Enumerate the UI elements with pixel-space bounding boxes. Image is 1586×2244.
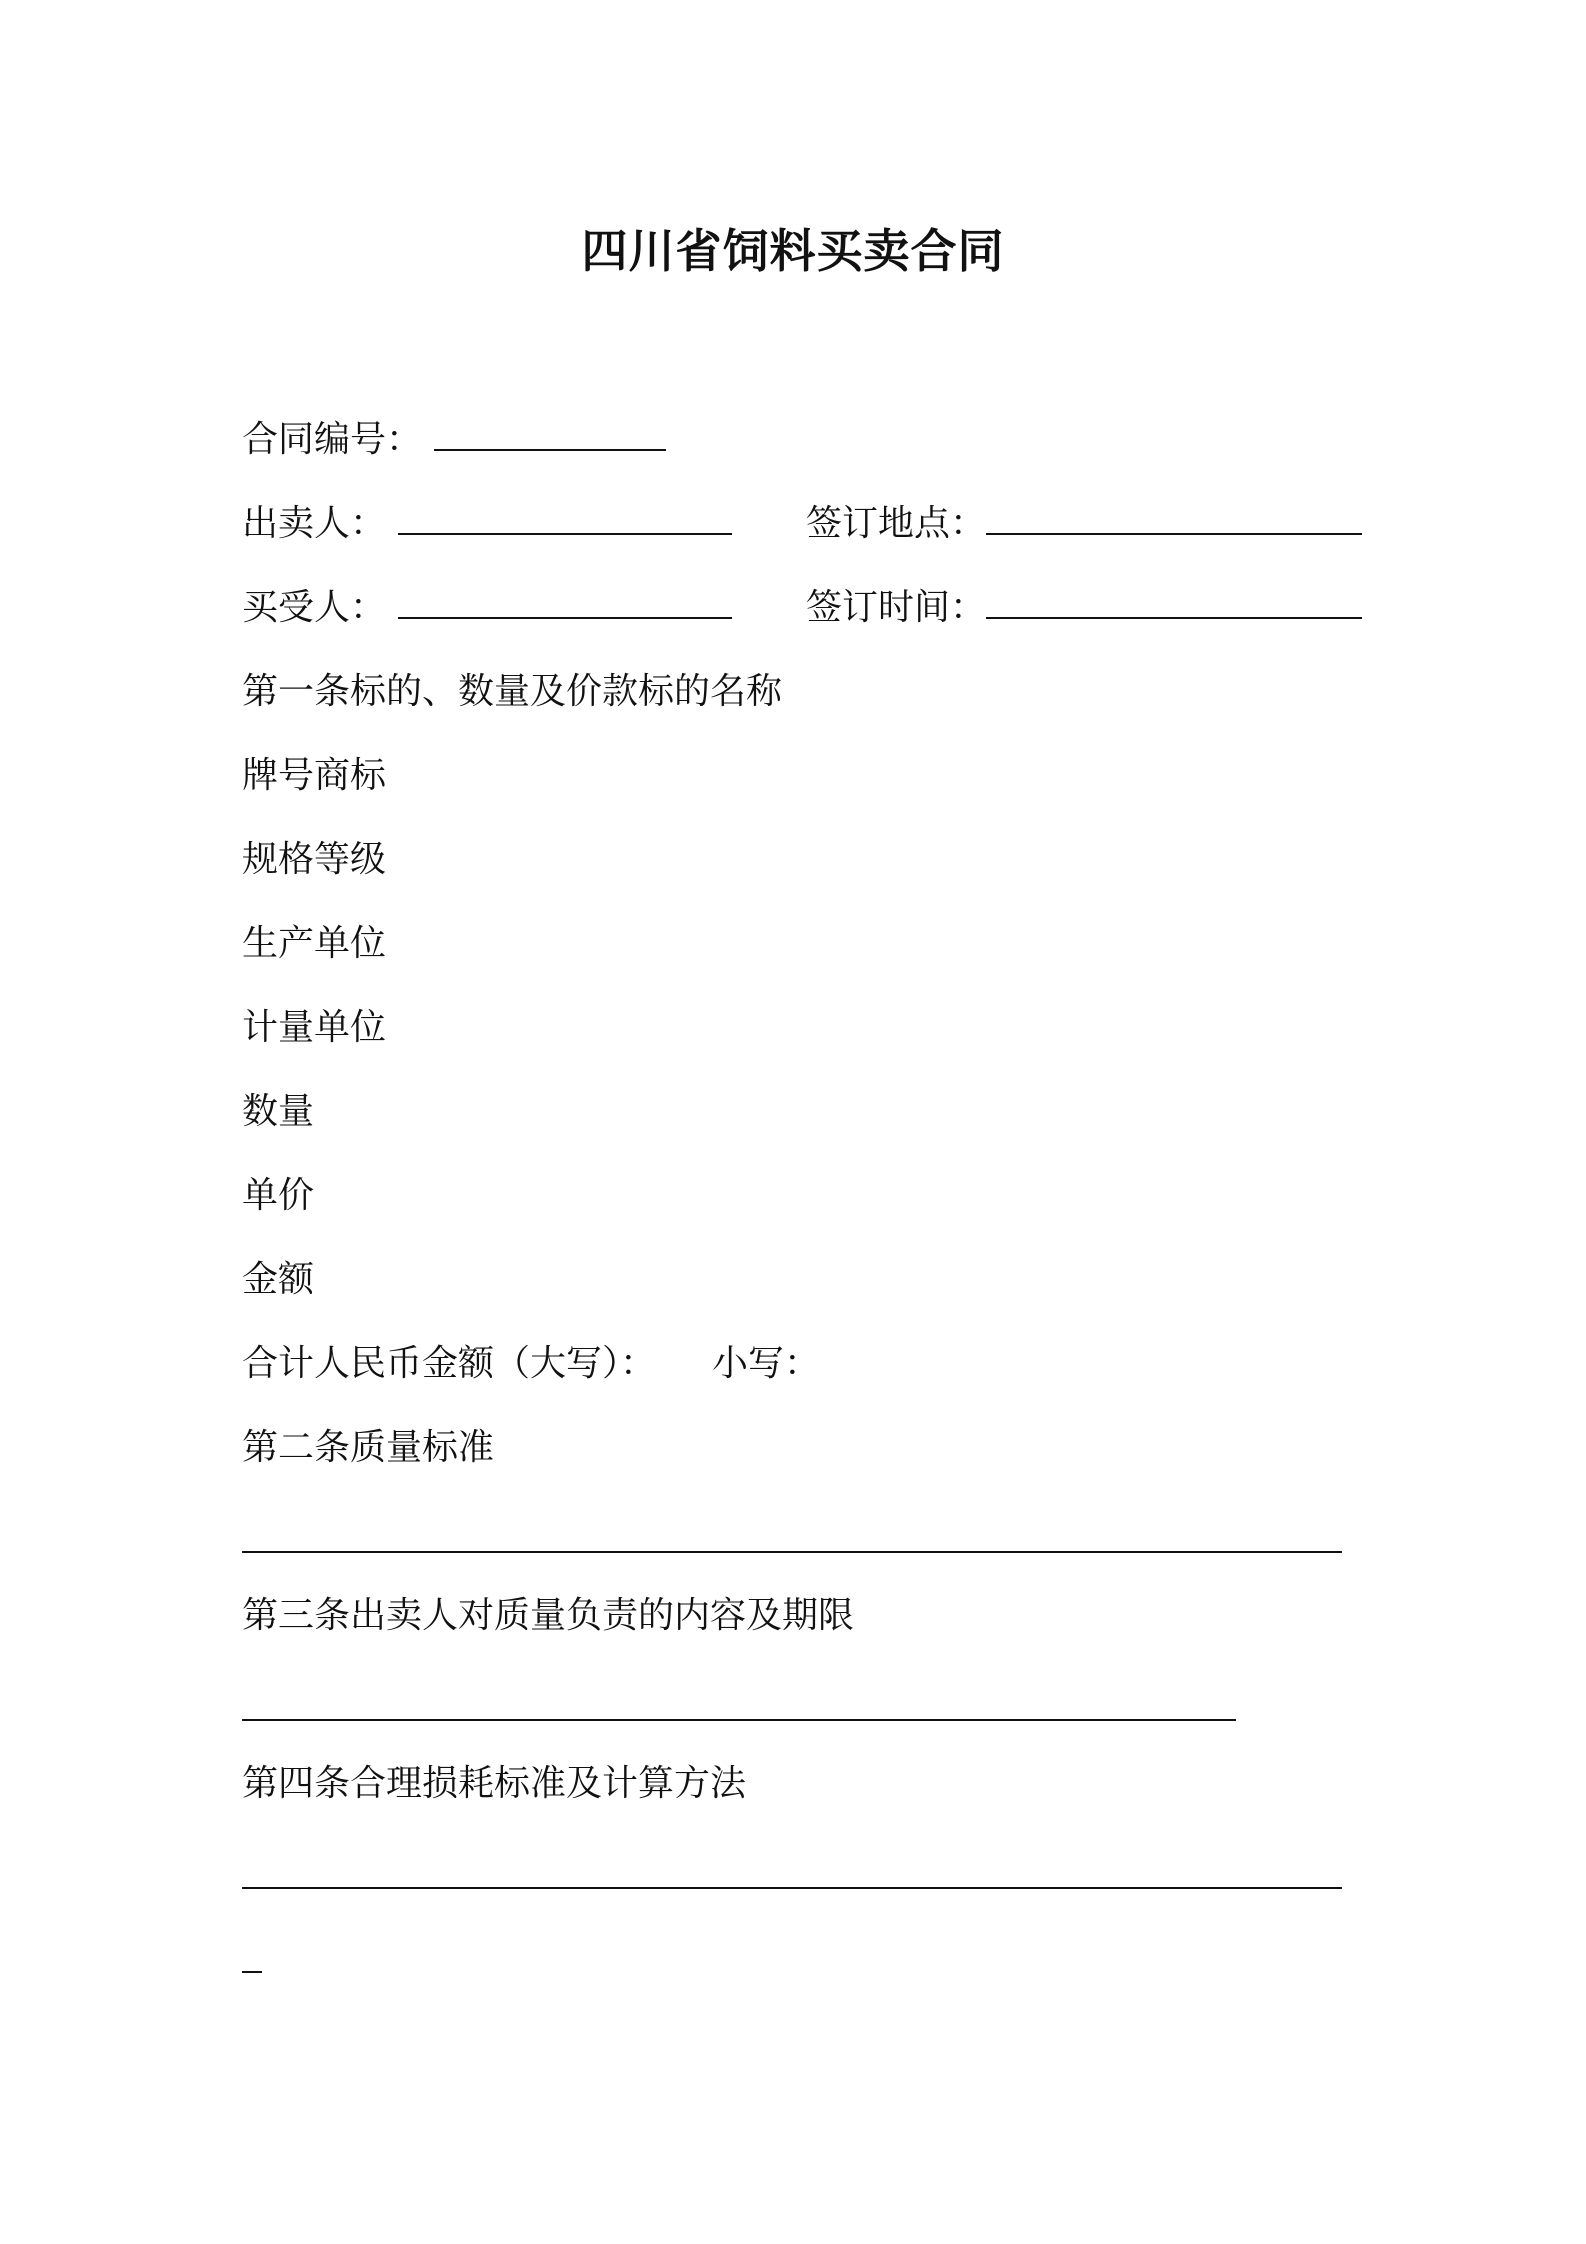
article-3-blank-line[interactable] <box>242 1719 1236 1721</box>
sign-place-row <box>806 502 1362 546</box>
field-unit-price: 单价 <box>242 1175 315 1216</box>
sign-time-row <box>806 586 1362 630</box>
field-amount: 金额 <box>242 1259 315 1300</box>
field-brand: 牌号商标 <box>242 755 387 796</box>
contract-number-row <box>242 418 666 462</box>
field-spec-grade: 规格等级 <box>242 839 387 880</box>
field-unit: 计量单位 <box>242 1007 387 1048</box>
sign-time-label: 签订时间： <box>806 587 987 628</box>
seller-row <box>242 502 732 546</box>
article-4-blank-line-continued[interactable] <box>242 1971 262 1973</box>
document-title: 四川省饲料买卖合同 <box>581 224 1005 278</box>
article-3-title: 第三条出卖人对质量负责的内容及期限 <box>242 1595 855 1636</box>
article-2-title: 第二条质量标准 <box>242 1427 495 1468</box>
field-quantity: 数量 <box>242 1091 315 1132</box>
article-2-blank-line[interactable] <box>242 1551 1342 1553</box>
sign-time-blank[interactable] <box>986 587 1362 619</box>
buyer-label: 买受人： <box>242 587 387 628</box>
buyer-row <box>242 586 732 630</box>
total-amount-row <box>242 1342 820 1386</box>
total-amount-label: 合计人民币金额（大写）： <box>242 1343 657 1384</box>
total-small-label: 小写： <box>712 1343 821 1384</box>
buyer-blank[interactable] <box>398 587 732 619</box>
sign-place-blank[interactable] <box>986 503 1362 535</box>
sign-place-label: 签订地点： <box>806 503 987 544</box>
contract-number-label: 合同编号： <box>242 419 423 460</box>
contract-number-blank[interactable] <box>434 419 666 451</box>
article-4-title: 第四条合理损耗标准及计算方法 <box>242 1763 747 1804</box>
seller-label: 出卖人： <box>242 503 387 544</box>
field-producer: 生产单位 <box>242 923 387 964</box>
seller-blank[interactable] <box>398 503 732 535</box>
article-4-blank-line[interactable] <box>242 1887 1342 1889</box>
article-1-title: 第一条标的、数量及价款标的名称 <box>242 671 783 712</box>
